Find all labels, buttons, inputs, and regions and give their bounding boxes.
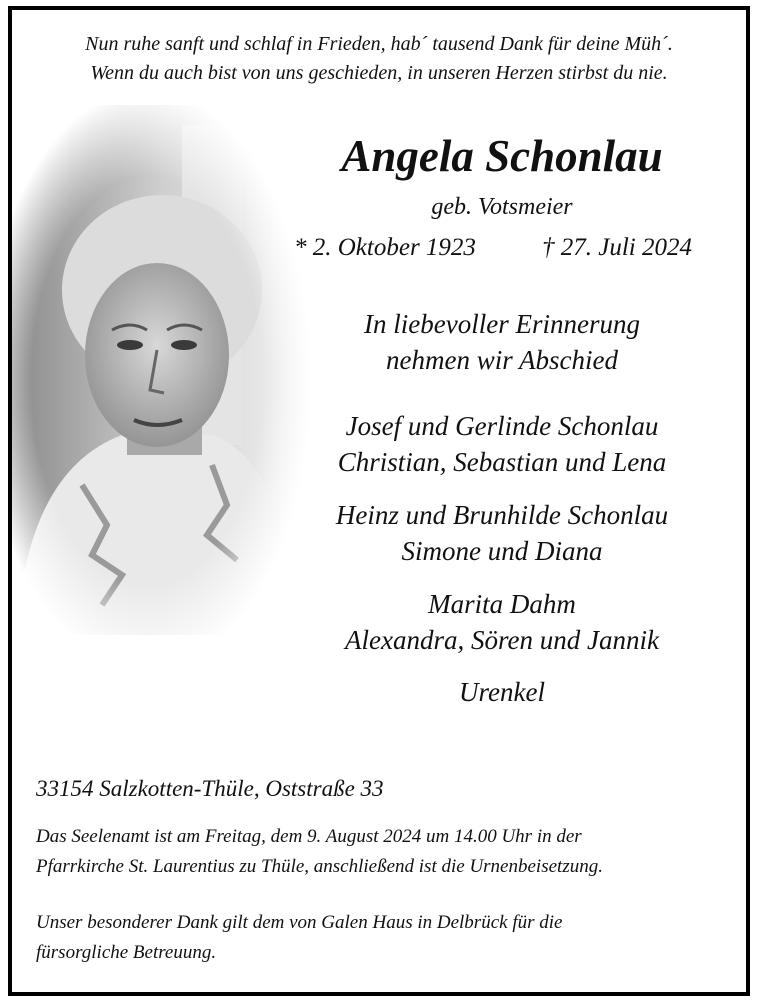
- family-line: Urenkel: [459, 677, 545, 707]
- memory-line: In liebevoller Erinnerung: [364, 309, 640, 339]
- motto-line: Nun ruhe sanft und schlaf in Frieden, hab´ tausend Dank für deine Müh´.: [85, 33, 673, 55]
- family-line: Josef und Gerlinde Schonlau: [345, 411, 659, 441]
- thanks-notice: [36, 908, 726, 968]
- motto-line: Wenn du auch bist von uns geschieden, in unseren Herzen stirbst du nie.: [90, 62, 668, 84]
- thanks-line: Unser besonderer Dank gilt dem von Galen Haus in Delbrück für die: [36, 912, 563, 933]
- family-group: [282, 497, 722, 569]
- motto-verse: [12, 30, 746, 88]
- family-group: [282, 586, 722, 658]
- birth-date: * 2. Oktober 1923: [294, 234, 476, 261]
- family-line: Simone und Diana: [401, 536, 603, 566]
- memory-line: nehmen wir Abschied: [386, 345, 618, 375]
- death-date: † 27. Juli 2024: [542, 234, 692, 261]
- service-line: Pfarrkirche St. Laurentius zu Thüle, anschließend ist die Urnenbeisetzung.: [36, 856, 603, 877]
- family-line: Christian, Sebastian und Lena: [337, 447, 667, 477]
- address: 33154 Salzkotten-Thüle, Oststraße 33: [36, 776, 384, 801]
- maiden-name: geb. Votsmeier: [431, 194, 573, 220]
- service-notice: [36, 822, 726, 882]
- family-group: [282, 674, 722, 710]
- family-line: Heinz und Brunhilde Schonlau: [335, 500, 669, 530]
- family-line: Alexandra, Sören und Jannik: [345, 625, 659, 655]
- family-line: Marita Dahm: [428, 589, 576, 619]
- deceased-name: Angela Schonlau: [341, 131, 663, 181]
- portrait-photo: [12, 105, 312, 635]
- thanks-line: fürsorgliche Betreuung.: [36, 942, 217, 963]
- memory-statement: [282, 306, 722, 378]
- service-line: Das Seelenamt ist am Freitag, dem 9. August 2024 um 14.00 Uhr in der: [36, 826, 582, 847]
- obituary-frame: [8, 6, 750, 996]
- family-group: [282, 408, 722, 480]
